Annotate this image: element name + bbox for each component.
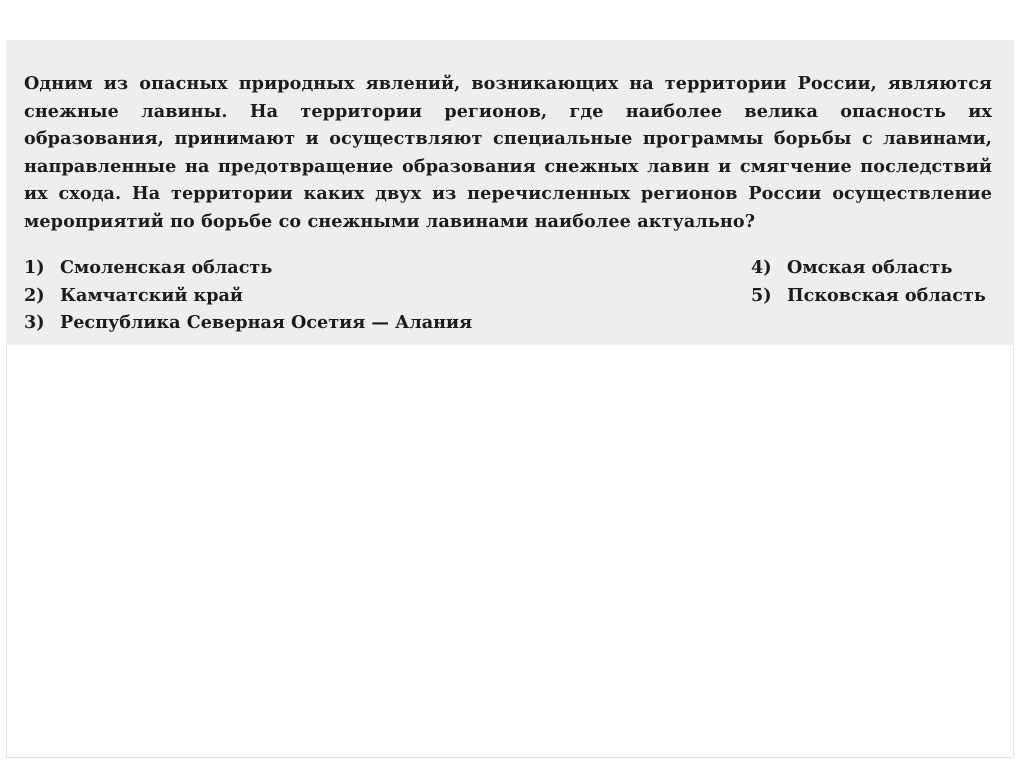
option-label: Республика Северная Осетия — Алания	[60, 312, 473, 333]
question-text: Одним из опасных природных явлений, возникающих на территории России, являются снежные лавины. На территории регионов, где наиболее велика опасность их образования, принимают и осуществляют специальные программы борьбы с лавинами, направленные на предотвращение образования снежных лавин и смягчение последствий их схода. На территории каких двух из перечисленных регионов России осуществление мероприятий по борьбе со снежными лавинами наиболее актуально?	[24, 73, 992, 232]
answer-option-4	[751, 254, 952, 282]
option-number: 5)	[751, 284, 772, 306]
answer-option-1	[24, 254, 272, 282]
option-number: 1)	[24, 257, 45, 278]
answer-option-3	[24, 309, 472, 337]
option-number: 4)	[751, 257, 772, 278]
answer-options	[24, 254, 992, 344]
option-label: Камчатский край	[60, 284, 243, 306]
option-label: Омская область	[787, 257, 953, 278]
option-number: 2)	[24, 284, 45, 306]
answer-option-5	[751, 282, 986, 310]
option-label: Смоленская область	[60, 257, 273, 278]
answer-option-2	[24, 282, 243, 310]
option-label: Псковская область	[787, 284, 986, 306]
option-number: 3)	[24, 312, 45, 333]
